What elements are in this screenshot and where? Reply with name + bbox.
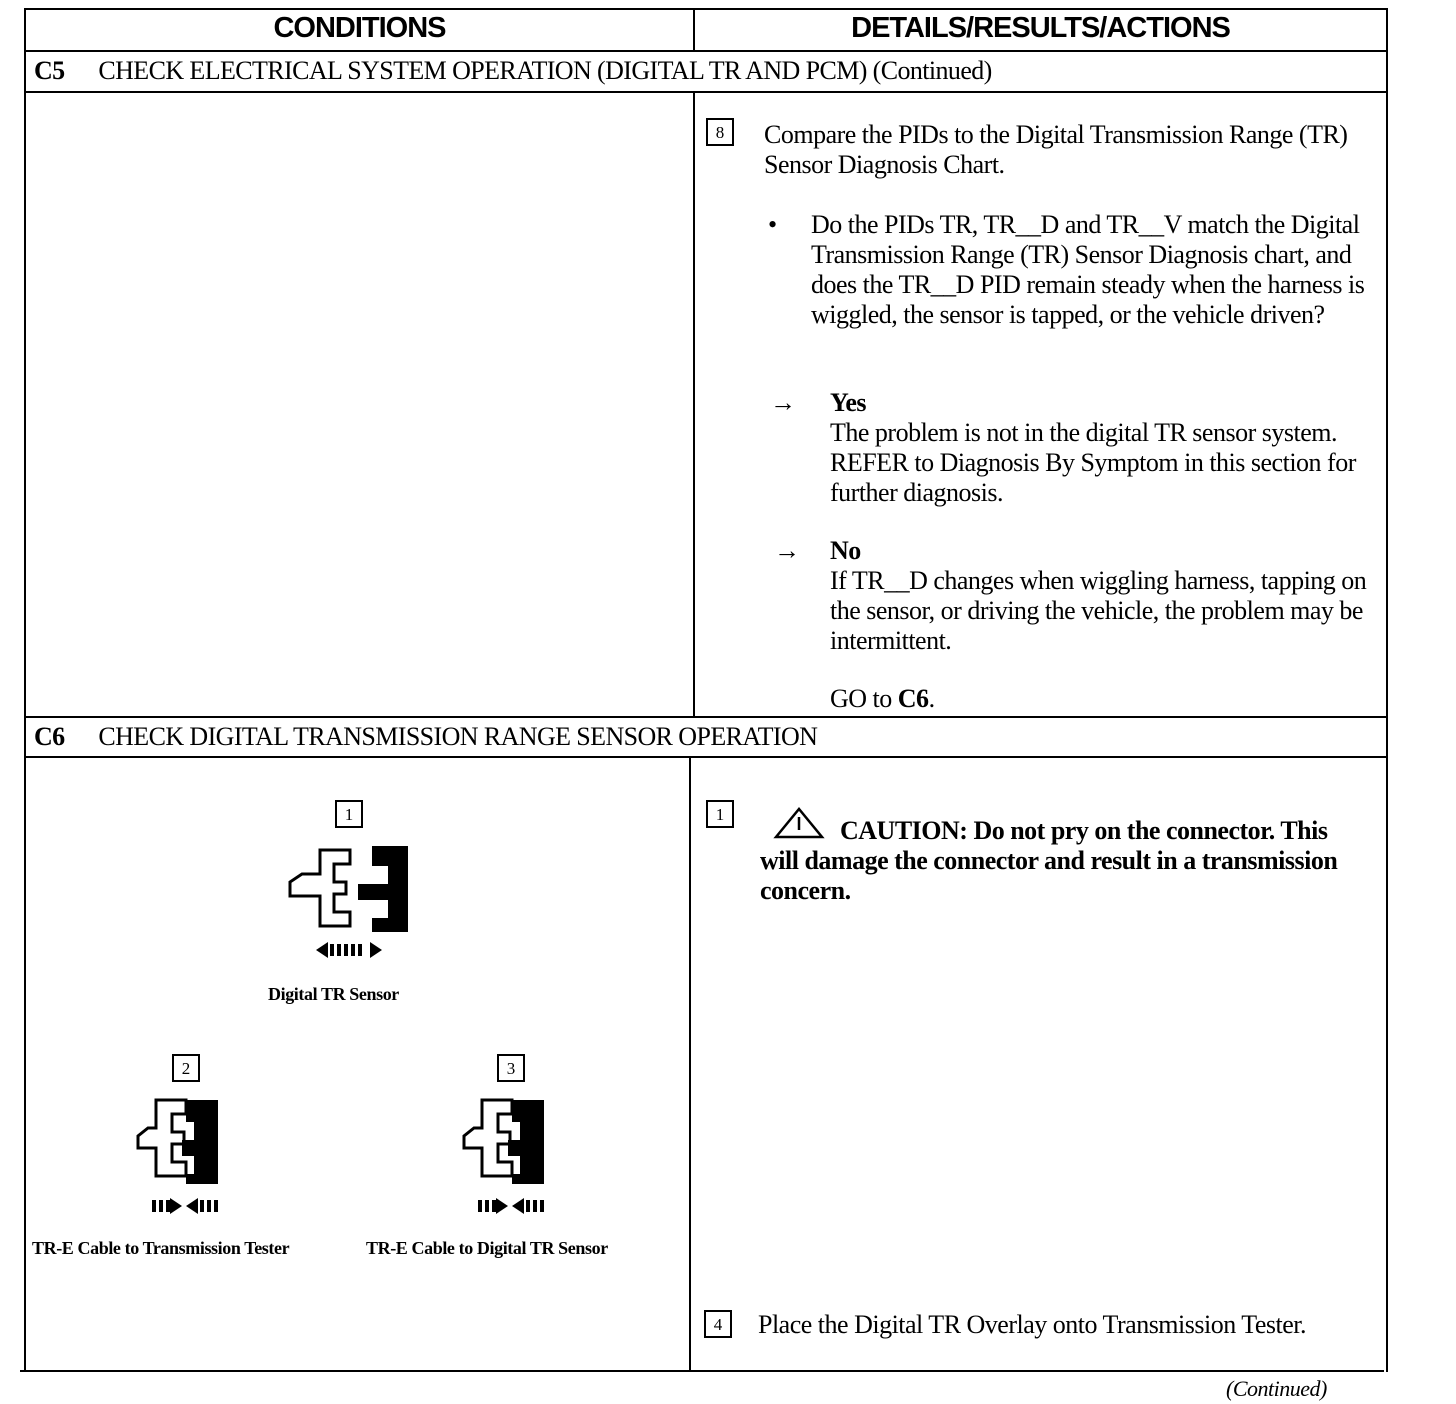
c6-title: CHECK DIGITAL TRANSMISSION RANGE SENSOR OPERATION <box>98 722 818 751</box>
caution-text: CAUTION: Do not pry on the connector. This will damage the connector and result in a transmission concern. <box>760 816 1338 905</box>
table-bottom-border <box>20 1370 1384 1372</box>
conditions-header: CONDITIONS <box>273 12 446 44</box>
digital-tr-sensor-connector-icon <box>284 842 414 962</box>
c6-title-bottom-border <box>24 756 1388 758</box>
goto-suffix: . <box>928 684 935 713</box>
table-left-border <box>24 8 26 1372</box>
step-4-box: 4 <box>704 1310 732 1338</box>
c6-code: C6 <box>34 722 65 751</box>
c6-title-top-border <box>24 716 1388 718</box>
tr-e-cable-to-tester-connector-icon <box>134 1096 234 1216</box>
continued-footer: (Continued) <box>1226 1376 1327 1401</box>
figure-1-caption: Digital TR Sensor <box>268 984 399 1004</box>
table-right-border <box>1386 8 1388 1372</box>
c5-title-bottom-border <box>24 91 1388 93</box>
step-8-box: 8 <box>706 118 734 146</box>
c6-column-divider <box>689 756 691 1372</box>
table-top-border <box>24 8 1388 10</box>
no-arrow-icon: → <box>774 536 800 565</box>
figure-2-number: 2 <box>172 1054 200 1082</box>
figure-1-number: 1 <box>335 800 363 828</box>
no-text: If TR__D changes when wiggling harness, tapping on the sensor, or driving the vehicle, the problem may be intermittent. <box>830 566 1367 655</box>
goto-line <box>830 684 935 714</box>
c5-section-title <box>34 56 992 86</box>
no-label: No <box>830 536 861 565</box>
yes-arrow-icon: → <box>770 388 796 417</box>
yes-label: Yes <box>830 388 867 417</box>
tr-e-cable-to-sensor-connector-icon <box>460 1096 560 1216</box>
c5-column-divider <box>693 91 695 717</box>
figure-2-caption: TR-E Cable to Transmission Tester <box>32 1238 290 1258</box>
figure-3-caption: TR-E Cable to Digital TR Sensor <box>366 1238 608 1258</box>
c5-code: C5 <box>34 56 65 85</box>
yes-text: The problem is not in the digital TR sensor system. REFER to Diagnosis By Symptom in this section for further diagnosis. <box>830 418 1356 507</box>
goto-prefix: GO to <box>830 684 892 713</box>
step-4-text: Place the Digital TR Overlay onto Transmission Tester. <box>758 1310 1306 1339</box>
c5-title: CHECK ELECTRICAL SYSTEM OPERATION (DIGITAL TR AND PCM) (Continued) <box>98 56 992 85</box>
question-text: Do the PIDs TR, TR__D and TR__V match the Digital Transmission Range (TR) Sensor Diagnosis chart, and does the TR__D PID remain steady when the harness is wiggled, the sensor is tapped, or the vehicle driven? <box>811 210 1365 329</box>
goto-target-link[interactable]: C6 <box>897 684 929 713</box>
details-header: DETAILS/RESULTS/ACTIONS <box>851 12 1230 44</box>
header-bottom-border <box>24 50 1388 52</box>
bullet: • <box>768 210 777 239</box>
c6-section-title <box>34 722 817 752</box>
figure-3-number: 3 <box>497 1054 525 1082</box>
step-1-box: 1 <box>706 800 734 828</box>
step-8-text: Compare the PIDs to the Digital Transmission Range (TR) Sensor Diagnosis Chart. <box>764 120 1348 179</box>
